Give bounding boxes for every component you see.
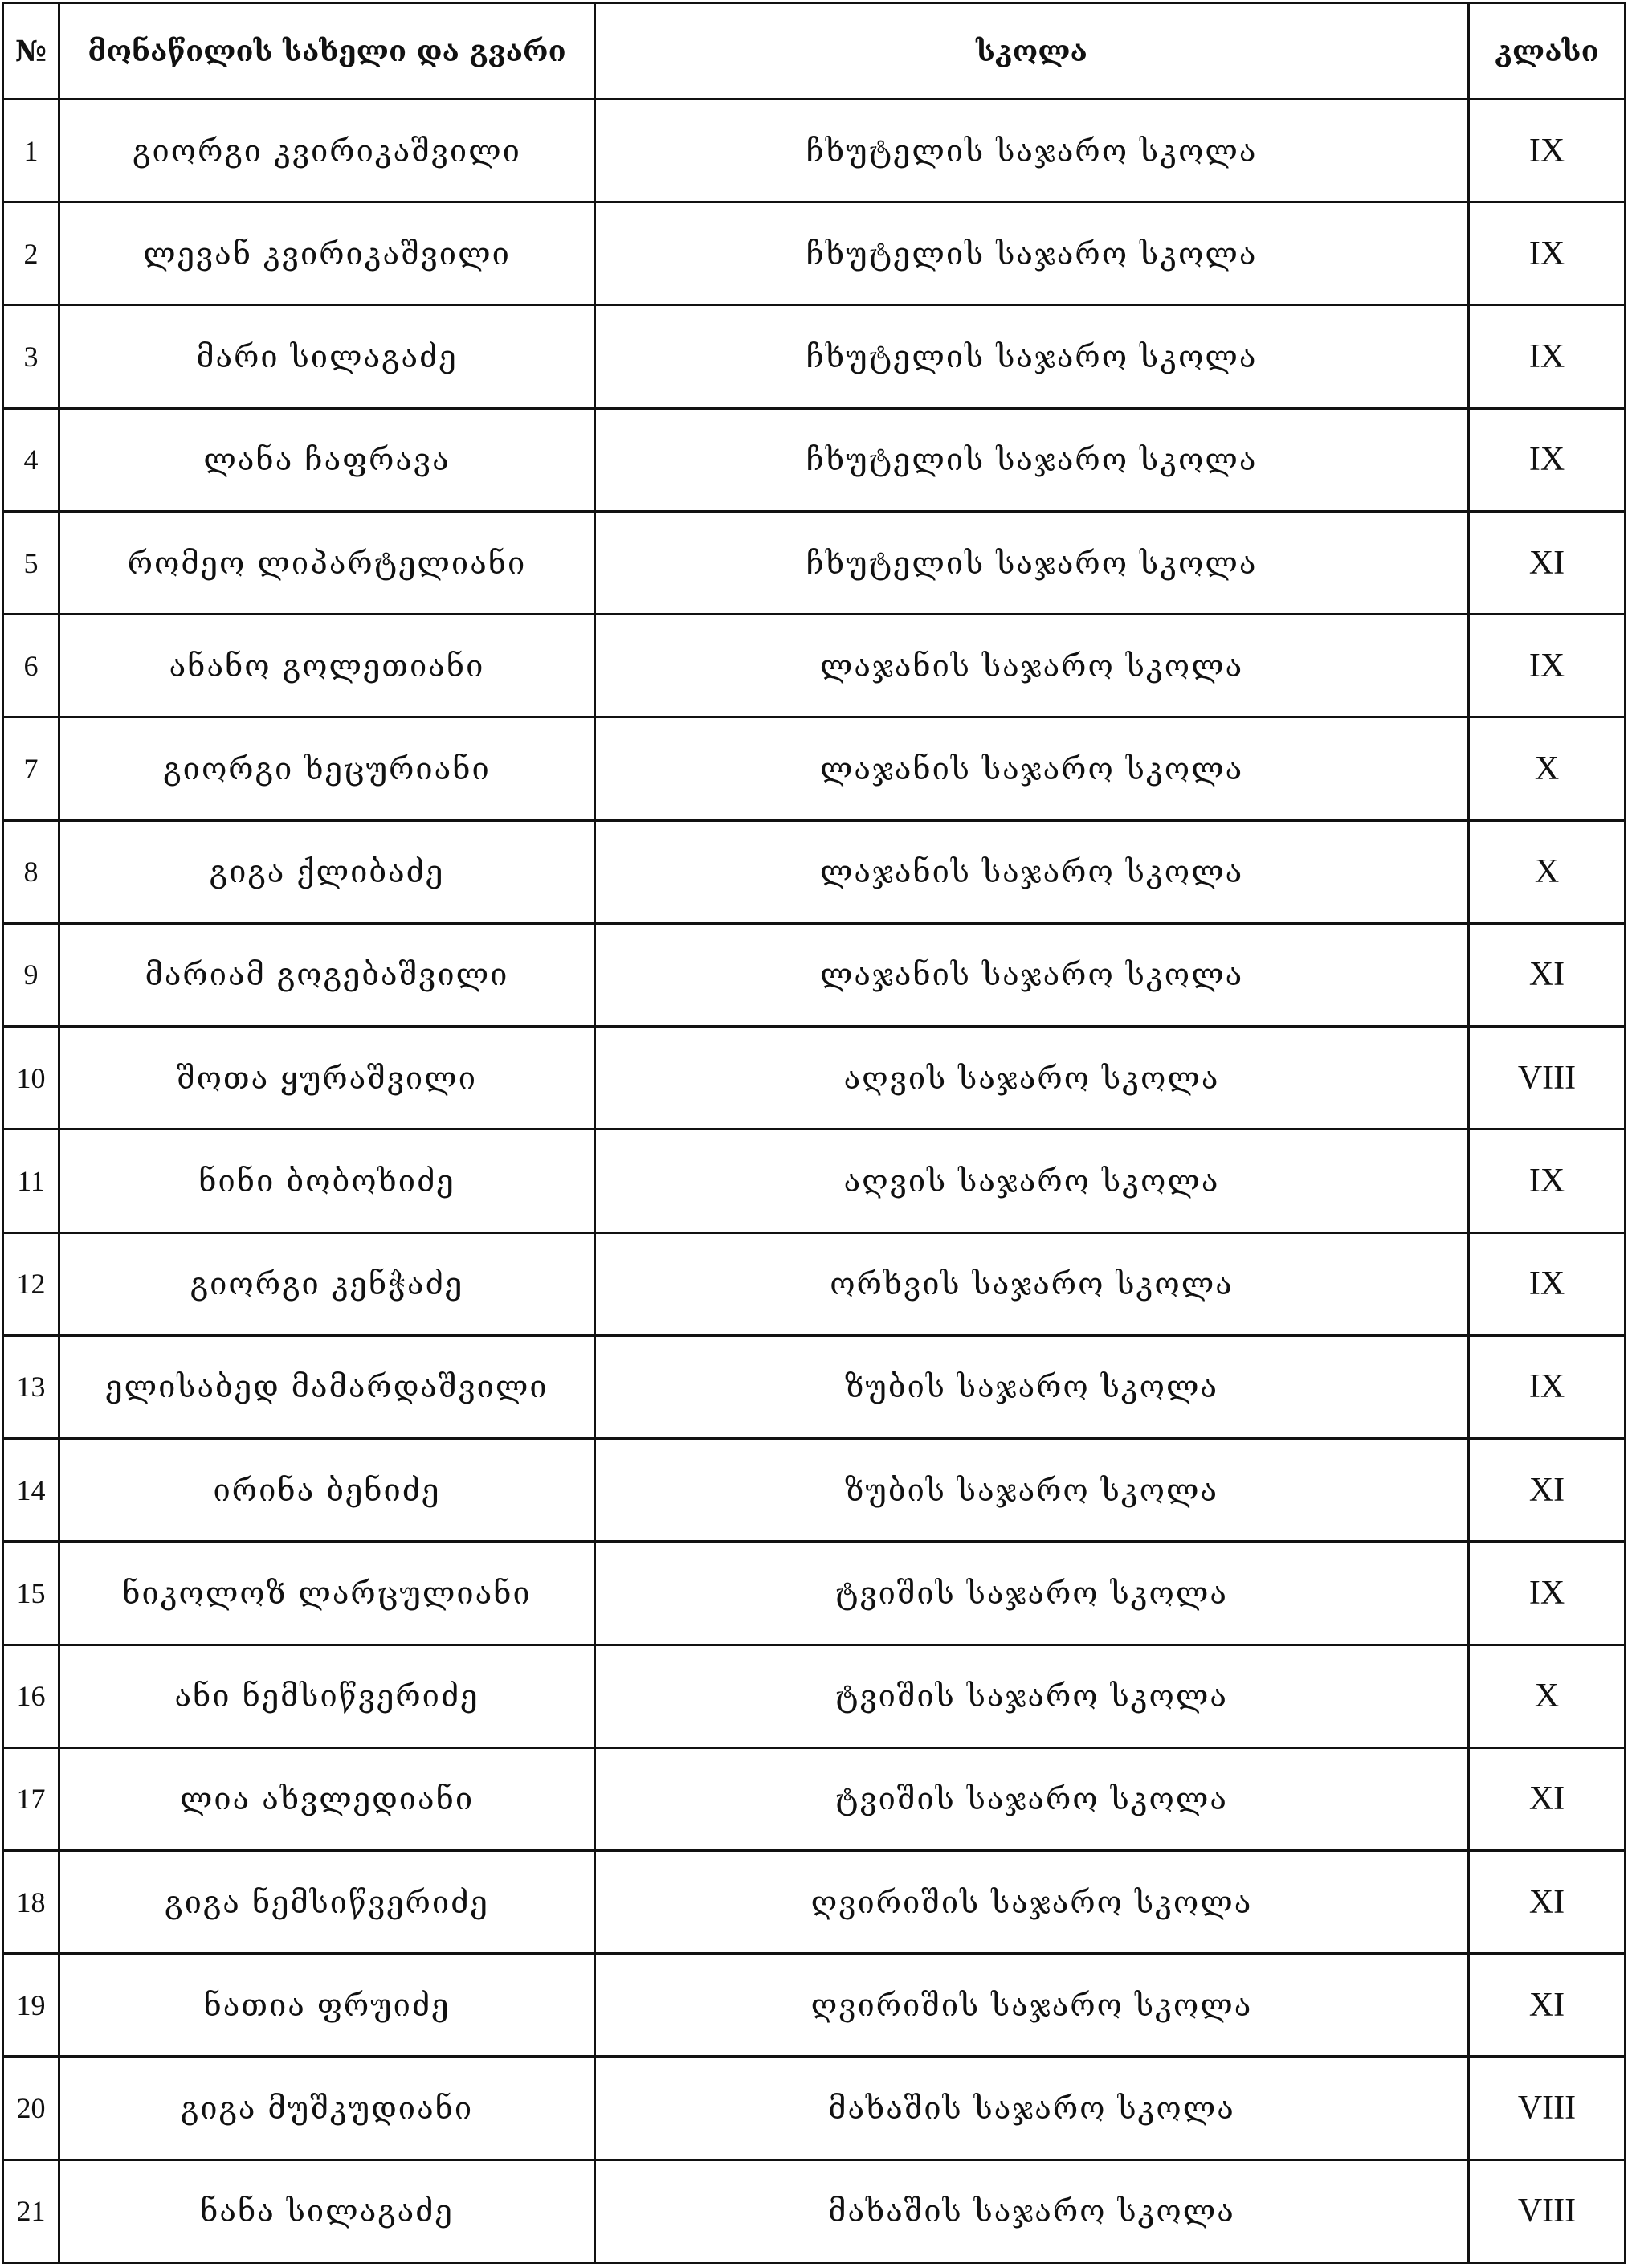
grade-value: IX	[1469, 100, 1626, 202]
row-number: 2	[3, 202, 59, 305]
table-body	[3, 100, 1626, 2263]
header-row	[3, 3, 1626, 100]
student-name: ანანო გოლეთიანი	[59, 615, 595, 717]
school-name: ღვირიშის საჯარო სკოლა	[595, 1954, 1469, 2057]
table-row	[3, 408, 1626, 511]
school-name: ლაჯანის საჯარო სკოლა	[595, 820, 1469, 923]
row-number: 5	[3, 511, 59, 614]
table-row	[3, 1542, 1626, 1645]
table-row	[3, 1232, 1626, 1335]
grade-value: VIII	[1469, 1027, 1626, 1130]
row-number: 8	[3, 820, 59, 923]
table-row	[3, 717, 1626, 820]
student-name: ნანა სილაგაძე	[59, 2160, 595, 2262]
student-name: ნიკოლოზ ლარცულიანი	[59, 1542, 595, 1645]
table-row	[3, 820, 1626, 923]
school-name: ტვიშის საჯარო სკოლა	[595, 1747, 1469, 1850]
grade-value: XI	[1469, 1850, 1626, 1953]
row-number: 7	[3, 717, 59, 820]
student-name: ანი ნემსიწვერიძე	[59, 1645, 595, 1747]
row-number: 21	[3, 2160, 59, 2262]
header-school: სკოლა	[595, 3, 1469, 100]
school-name: ჩხუტელის საჯარო სკოლა	[595, 408, 1469, 511]
school-name: ორხვის საჯარო სკოლა	[595, 1232, 1469, 1335]
grade-value: VIII	[1469, 2160, 1626, 2262]
grade-value: XI	[1469, 1954, 1626, 2057]
row-number: 17	[3, 1747, 59, 1850]
row-number: 9	[3, 923, 59, 1026]
row-number: 4	[3, 408, 59, 511]
header-student-name: მონაწილის სახელი და გვარი	[59, 3, 595, 100]
row-number: 1	[3, 100, 59, 202]
student-name: ნათია ფრუიძე	[59, 1954, 595, 2057]
grade-value: IX	[1469, 1130, 1626, 1232]
grade-value: IX	[1469, 1542, 1626, 1645]
school-name: ჩხუტელის საჯარო სკოლა	[595, 100, 1469, 202]
grade-value: XI	[1469, 923, 1626, 1026]
row-number: 13	[3, 1335, 59, 1438]
school-name: ჩხუტელის საჯარო სკოლა	[595, 202, 1469, 305]
header-number: №	[3, 3, 59, 100]
table-row	[3, 1747, 1626, 1850]
table-row	[3, 1027, 1626, 1130]
table-row	[3, 1130, 1626, 1232]
table-row	[3, 511, 1626, 614]
student-name: მარი სილაგაძე	[59, 305, 595, 408]
row-number: 6	[3, 615, 59, 717]
grade-value: IX	[1469, 202, 1626, 305]
row-number: 16	[3, 1645, 59, 1747]
grade-value: IX	[1469, 408, 1626, 511]
grade-value: X	[1469, 717, 1626, 820]
row-number: 15	[3, 1542, 59, 1645]
grade-value: IX	[1469, 615, 1626, 717]
table-row	[3, 923, 1626, 1026]
grade-value: X	[1469, 820, 1626, 923]
student-name: გიგა ქლიბაძე	[59, 820, 595, 923]
header-grade: კლასი	[1469, 3, 1626, 100]
grade-value: XI	[1469, 1439, 1626, 1542]
row-number: 14	[3, 1439, 59, 1542]
student-name: ლია ახვლედიანი	[59, 1747, 595, 1850]
row-number: 12	[3, 1232, 59, 1335]
grade-value: IX	[1469, 305, 1626, 408]
student-name: გიორგი კენჭაძე	[59, 1232, 595, 1335]
school-name: ლაჯანის საჯარო სკოლა	[595, 717, 1469, 820]
row-number: 11	[3, 1130, 59, 1232]
school-name: ზუბის საჯარო სკოლა	[595, 1335, 1469, 1438]
school-name: ზუბის საჯარო სკოლა	[595, 1439, 1469, 1542]
school-name: ლაჯანის საჯარო სკოლა	[595, 923, 1469, 1026]
student-name: გიგა მუშკუდიანი	[59, 2057, 595, 2160]
student-name: ელისაბედ მამარდაშვილი	[59, 1335, 595, 1438]
table-row	[3, 2160, 1626, 2262]
table-row	[3, 1645, 1626, 1747]
student-name: გიგა ნემსიწვერიძე	[59, 1850, 595, 1953]
school-name: აღვის საჯარო სკოლა	[595, 1027, 1469, 1130]
table-row	[3, 100, 1626, 202]
participants-table	[2, 2, 1626, 2264]
table-row	[3, 1335, 1626, 1438]
school-name: ღვირიშის საჯარო სკოლა	[595, 1850, 1469, 1953]
student-name: რომეო ლიპარტელიანი	[59, 511, 595, 614]
grade-value: XI	[1469, 1747, 1626, 1850]
row-number: 10	[3, 1027, 59, 1130]
school-name: ლაჯანის საჯარო სკოლა	[595, 615, 1469, 717]
row-number: 18	[3, 1850, 59, 1953]
row-number: 3	[3, 305, 59, 408]
row-number: 20	[3, 2057, 59, 2160]
student-name: ლევან კვირიკაშვილი	[59, 202, 595, 305]
grade-value: VIII	[1469, 2057, 1626, 2160]
table-row	[3, 305, 1626, 408]
table-row	[3, 1850, 1626, 1953]
table-row	[3, 202, 1626, 305]
row-number: 19	[3, 1954, 59, 2057]
school-name: მახაშის საჯარო სკოლა	[595, 2160, 1469, 2262]
student-name: მარიამ გოგებაშვილი	[59, 923, 595, 1026]
student-name: ლანა ჩაფრავა	[59, 408, 595, 511]
school-name: ჩხუტელის საჯარო სკოლა	[595, 511, 1469, 614]
student-name: ირინა ბენიძე	[59, 1439, 595, 1542]
school-name: მახაშის საჯარო სკოლა	[595, 2057, 1469, 2160]
school-name: აღვის საჯარო სკოლა	[595, 1130, 1469, 1232]
school-name: ტვიშის საჯარო სკოლა	[595, 1645, 1469, 1747]
table-row	[3, 1439, 1626, 1542]
table-header	[3, 3, 1626, 100]
grade-value: X	[1469, 1645, 1626, 1747]
table-row	[3, 2057, 1626, 2160]
school-name: ტვიშის საჯარო სკოლა	[595, 1542, 1469, 1645]
grade-value: XI	[1469, 511, 1626, 614]
grade-value: IX	[1469, 1335, 1626, 1438]
grade-value: IX	[1469, 1232, 1626, 1335]
school-name: ჩხუტელის საჯარო სკოლა	[595, 305, 1469, 408]
table-row	[3, 615, 1626, 717]
student-name: გიორგი კვირიკაშვილი	[59, 100, 595, 202]
table-row	[3, 1954, 1626, 2057]
student-name: ნინი ბობოხიძე	[59, 1130, 595, 1232]
student-name: გიორგი ხეცურიანი	[59, 717, 595, 820]
student-name: შოთა ყურაშვილი	[59, 1027, 595, 1130]
